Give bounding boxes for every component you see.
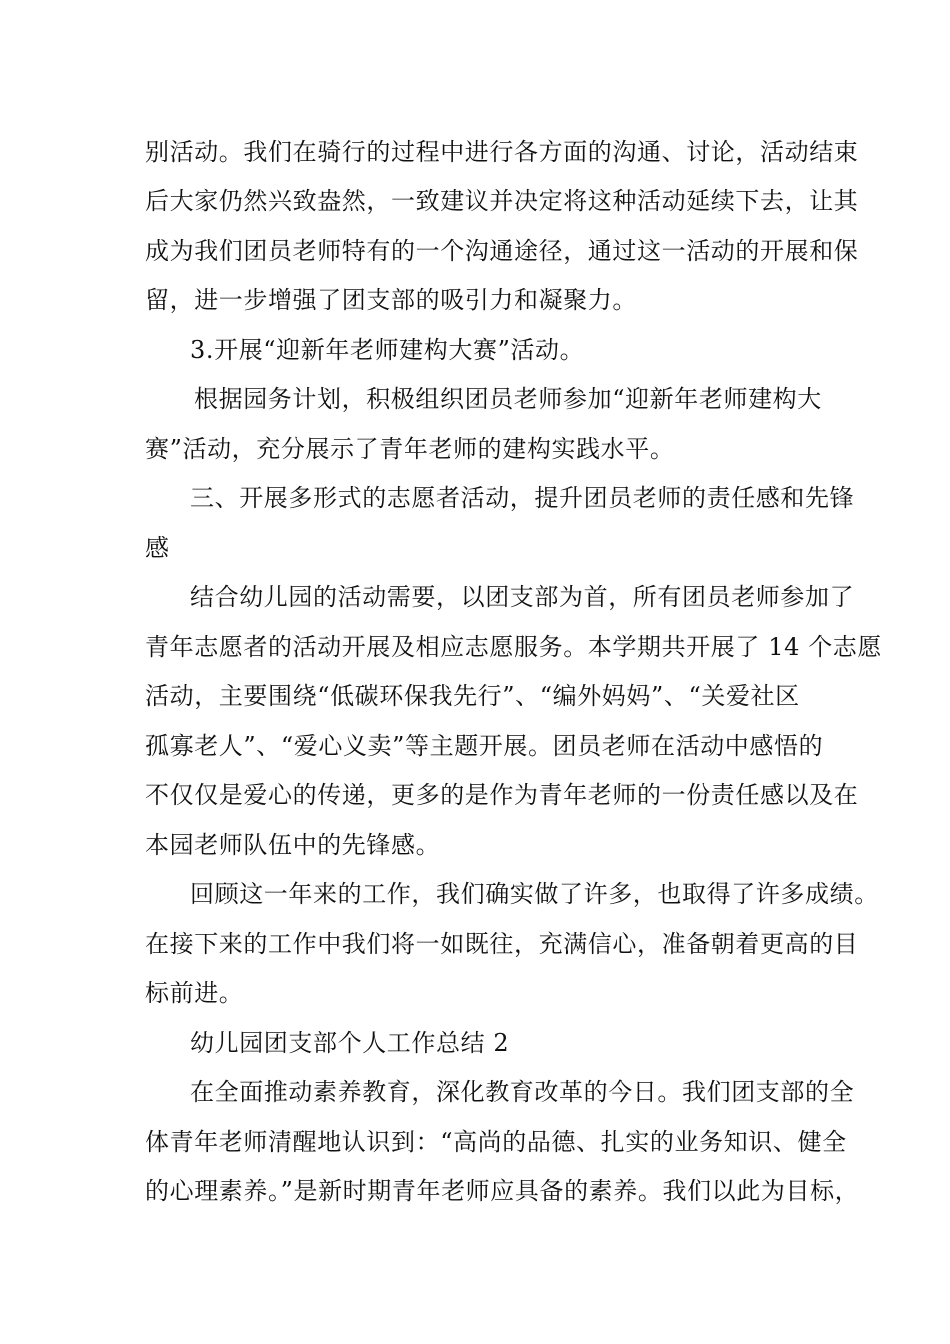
paragraph-line: 后大家仍然兴致盎然，一致建议并决定将这种活动延续下去，让其 — [145, 187, 859, 215]
paragraph-line: 青年志愿者的活动开展及相应志愿服务。本学期共开展了 14 个志愿 — [145, 633, 882, 661]
paragraph-line: 赛”活动，充分展示了青年老师的建构实践水平。 — [145, 435, 675, 463]
paragraph-line: 成为我们团员老师特有的一个沟通途径，通过这一活动的开展和保 — [145, 237, 859, 265]
paragraph-line: 留，进一步增强了团支部的吸引力和凝聚力。 — [145, 286, 637, 314]
paragraph-line: 标前进。 — [145, 979, 244, 1007]
paragraph-line: 在全面推动素养教育，深化教育改革的今日。我们团支部的全 — [190, 1078, 855, 1106]
paragraph-line: 活动，主要围绕“低碳环保我先行”、“编外妈妈”、“关爱社区 — [145, 682, 800, 710]
document-title: 幼儿园团支部个人工作总结 2 — [190, 1029, 510, 1057]
paragraph-line: 结合幼儿园的活动需要，以团支部为首，所有团员老师参加了 — [190, 583, 855, 611]
paragraph-line: 回顾这一年来的工作，我们确实做了许多，也取得了许多成绩。 — [190, 880, 879, 908]
paragraph-line: 孤寡老人”、“爱心义卖”等主题开展。团员老师在活动中感悟的 — [145, 732, 824, 760]
paragraph-line: 在接下来的工作中我们将一如既往，充满信心，准备朝着更高的目 — [145, 930, 859, 958]
paragraph-line: 的心理素养。”是新时期青年老师应具备的素养。我们以此为目标， — [145, 1177, 860, 1205]
section-heading-continuation: 感 — [145, 534, 170, 562]
section-heading: 三、开展多形式的志愿者活动，提升团员老师的责任感和先锋 — [190, 484, 855, 512]
section-heading: 3.开展“迎新年老师建构大赛”活动。 — [190, 336, 585, 364]
paragraph-line: 根据园务计划，积极组织团员老师参加“迎新年老师建构大 — [194, 385, 822, 413]
paragraph-line: 不仅仅是爱心的传递，更多的是作为青年老师的一份责任感以及在 — [145, 781, 859, 809]
paragraph-line: 体青年老师清醒地认识到：“高尚的品德、扎实的业务知识、健全 — [145, 1128, 847, 1156]
paragraph-line: 别活动。我们在骑行的过程中进行各方面的沟通、讨论，活动结束 — [145, 138, 859, 166]
paragraph-line: 本园老师队伍中的先锋感。 — [145, 831, 441, 859]
